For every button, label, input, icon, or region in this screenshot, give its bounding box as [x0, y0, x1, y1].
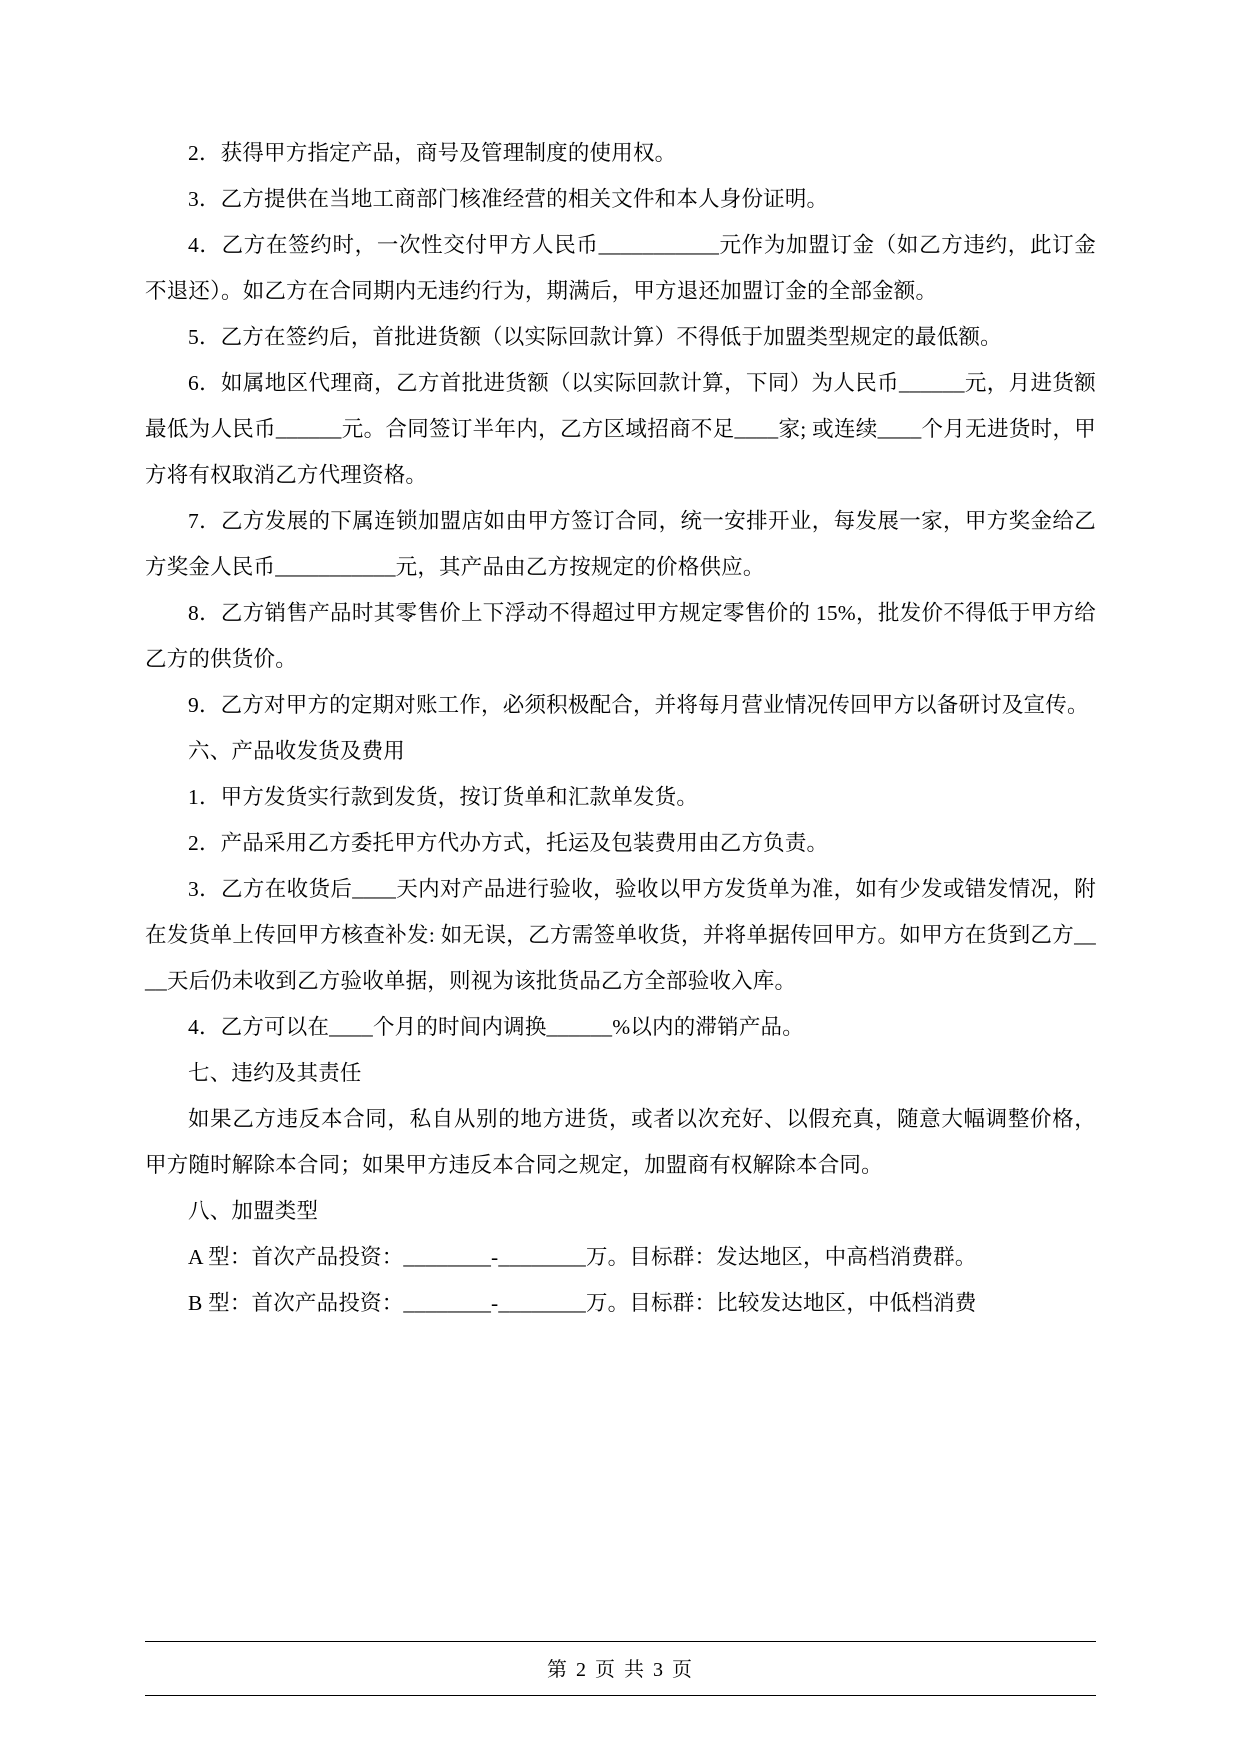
paragraph: 9．乙方对甲方的定期对账工作，必须积极配合，并将每月营业情况传回甲方以备研讨及宣传。 — [188, 693, 1089, 717]
page-footer: 第 2 页 共 3 页 — [547, 1659, 694, 1681]
paragraph: 4．乙方可以在____个月的时间内调换______%以内的滞销产品。 — [188, 1015, 804, 1039]
paragraph: 6．如属地区代理商，乙方首批进货额（以实际回款计算，下同）为人民币______元，月进货额最低为人民币______元。合同签订半年内，乙方区域招商不足____家; 或连续____个月无进货时，甲方将有权取消乙方代理资格。 — [145, 371, 1096, 487]
paragraph: 1．甲方发货实行款到发货，按订货单和汇款单发货。 — [188, 785, 699, 809]
paragraph: A 型：首次产品投资：________-________万。目标群：发达地区，中高档消费群。 — [188, 1245, 977, 1269]
paragraph: 如果乙方违反本合同，私自从别的地方进货，或者以次充好、以假充真，随意大幅调整价格，甲方随时解除本合同；如果甲方违反本合同之规定，加盟商有权解除本合同。 — [145, 1107, 1096, 1177]
paragraph: 3．乙方在收货后____天内对产品进行验收，验收以甲方发货单为准，如有少发或错发情况，附在发货单上传回甲方核查补发: 如无误，乙方需签单收货，并将单据传回甲方。如甲方在货到乙方____天后仍未收到乙方验收单据，则视为该批货品乙方全部验收入库。 — [145, 877, 1096, 993]
footer-divider-bottom — [145, 1695, 1096, 1696]
document-body — [145, 130, 1096, 1326]
paragraph: 7．乙方发展的下属连锁加盟店如由甲方签订合同，统一安排开业，每发展一家，甲方奖金给乙方奖金人民币___________元，其产品由乙方按规定的价格供应。 — [145, 509, 1096, 579]
paragraph: 4．乙方在签约时，一次性交付甲方人民币___________元作为加盟订金（如乙方违约，此订金不退还）。如乙方在合同期内无违约行为，期满后，甲方退还加盟订金的全部金额。 — [145, 233, 1096, 303]
paragraph: B 型：首次产品投资：________-________万。目标群：比较发达地区，中低档消费 — [188, 1291, 977, 1315]
paragraph: 8．乙方销售产品时其零售价上下浮动不得超过甲方规定零售价的 15%，批发价不得低于甲方给乙方的供货价。 — [145, 601, 1096, 671]
section-heading: 七、违约及其责任 — [188, 1061, 362, 1085]
paragraph: 3．乙方提供在当地工商部门核准经营的相关文件和本人身份证明。 — [188, 187, 829, 211]
footer-divider-top — [145, 1641, 1096, 1642]
section-heading: 八、加盟类型 — [188, 1199, 319, 1223]
paragraph: 2．获得甲方指定产品，商号及管理制度的使用权。 — [188, 141, 677, 165]
paragraph: 2．产品采用乙方委托甲方代办方式，托运及包装费用由乙方负责。 — [188, 831, 829, 855]
section-heading: 六、产品收发货及费用 — [188, 739, 406, 763]
paragraph: 5．乙方在签约后，首批进货额（以实际回款计算）不得低于加盟类型规定的最低额。 — [188, 325, 1002, 349]
